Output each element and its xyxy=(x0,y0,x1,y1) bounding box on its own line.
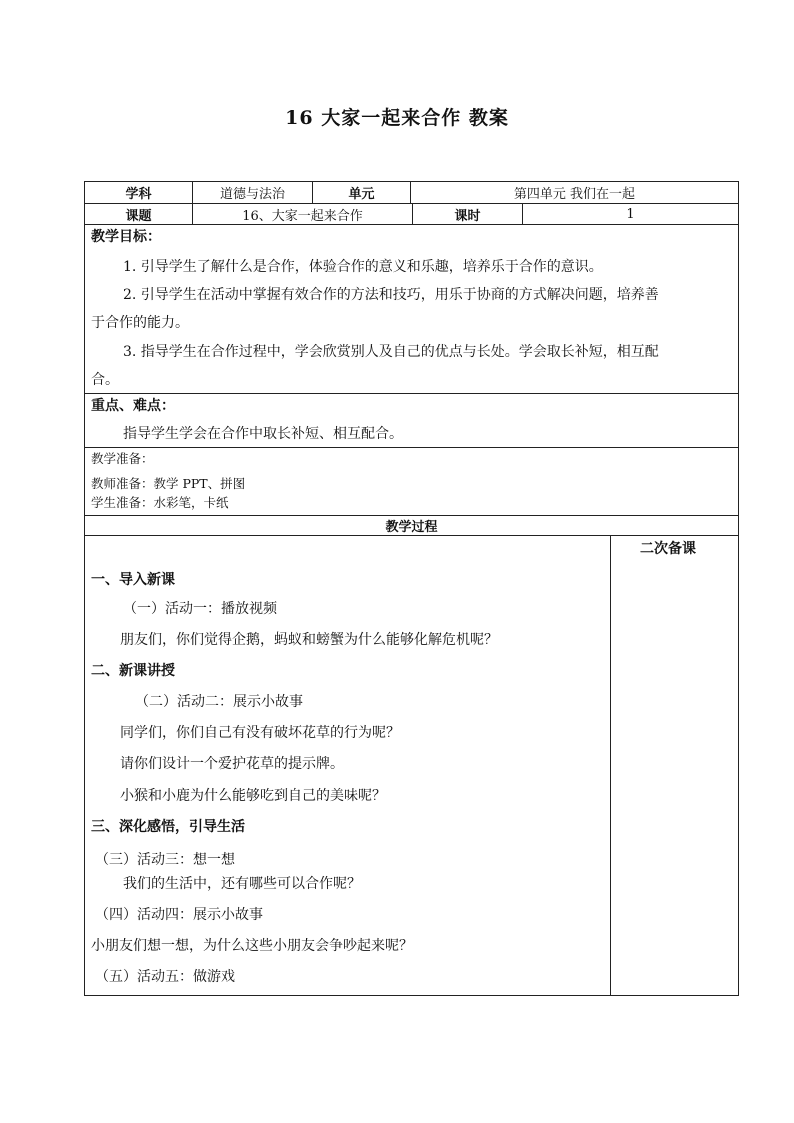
unit-label: 单元 xyxy=(313,182,411,203)
header-row-topic xyxy=(85,204,738,225)
second-prep-heading: 二次备课 xyxy=(640,541,696,557)
subject-label: 学科 xyxy=(85,182,193,203)
section-1: 一、导入新课 xyxy=(91,572,175,588)
teaching-goals-section xyxy=(85,225,738,394)
preparation-section xyxy=(85,448,738,516)
goals-heading: 教学目标： xyxy=(91,229,161,245)
question-3: 请你们设计一个爱护花草的提示牌。 xyxy=(120,756,344,772)
section-3: 三、深化感悟，引导生活 xyxy=(91,819,245,835)
hours-value: 1 xyxy=(626,206,635,222)
header-row-subject xyxy=(85,182,738,204)
activity-1: （一）活动一：播放视频 xyxy=(123,601,277,617)
keypoints-text: 指导学生学会在合作中取长补短、相互配合。 xyxy=(123,426,403,442)
question-6: 小朋友们想一想，为什么这些小朋友会争吵起来呢？ xyxy=(91,938,413,954)
activity-2: （二）活动二：展示小故事 xyxy=(135,694,303,710)
process-body xyxy=(85,536,738,995)
lesson-plan-table xyxy=(84,181,739,996)
topic-label: 课题 xyxy=(85,204,193,224)
goal-item-3-line1: 3. 指导学生在合作过程中，学会欣赏别人及自己的优点与长处。学会取长补短，相互配 xyxy=(123,344,659,360)
question-4: 小猴和小鹿为什么能够吃到自己的美味呢？ xyxy=(120,788,386,804)
hours-label: 课时 xyxy=(413,204,523,224)
key-points-section xyxy=(85,394,738,448)
document-title: 16 大家一起来合作 教案 xyxy=(285,107,509,129)
subject-value: 道德与法治 xyxy=(193,182,313,203)
process-heading-row xyxy=(85,516,738,536)
question-2: 同学们，你们自己有没有破坏花草的行为呢？ xyxy=(120,725,400,741)
question-5: 我们的生活中，还有哪些可以合作呢？ xyxy=(123,876,361,892)
process-heading: 教学过程 xyxy=(385,520,438,535)
prep-teacher: 教师准备：教学 PPT、拼图 xyxy=(91,476,246,491)
activity-3: （三）活动三：想一想 xyxy=(95,852,235,868)
section-2: 二、新课讲授 xyxy=(91,663,175,679)
prep-heading: 教学准备： xyxy=(91,451,154,466)
activity-4: （四）活动四：展示小故事 xyxy=(95,907,263,923)
prep-student: 学生准备：水彩笔，卡纸 xyxy=(91,495,229,510)
unit-value: 第四单元 我们在一起 xyxy=(513,187,636,202)
topic-value: 16、大家一起来合作 xyxy=(193,204,413,224)
goal-item-1: 1. 引导学生了解什么是合作，体验合作的意义和乐趣，培养乐于合作的意识。 xyxy=(123,259,603,275)
question-1: 朋友们，你们觉得企鹅，蚂蚁和螃蟹为什么能够化解危机呢？ xyxy=(120,632,498,648)
goal-item-2-line2: 于合作的能力。 xyxy=(91,315,189,331)
goal-item-3-line2: 合。 xyxy=(91,372,119,388)
keypoints-heading: 重点、难点： xyxy=(91,398,175,414)
goal-item-2-line1: 2. 引导学生在活动中掌握有效合作的方法和技巧，用乐于协商的方式解决问题，培养善 xyxy=(123,287,659,303)
column-divider xyxy=(610,536,611,995)
activity-5: （五）活动五：做游戏 xyxy=(95,969,235,985)
